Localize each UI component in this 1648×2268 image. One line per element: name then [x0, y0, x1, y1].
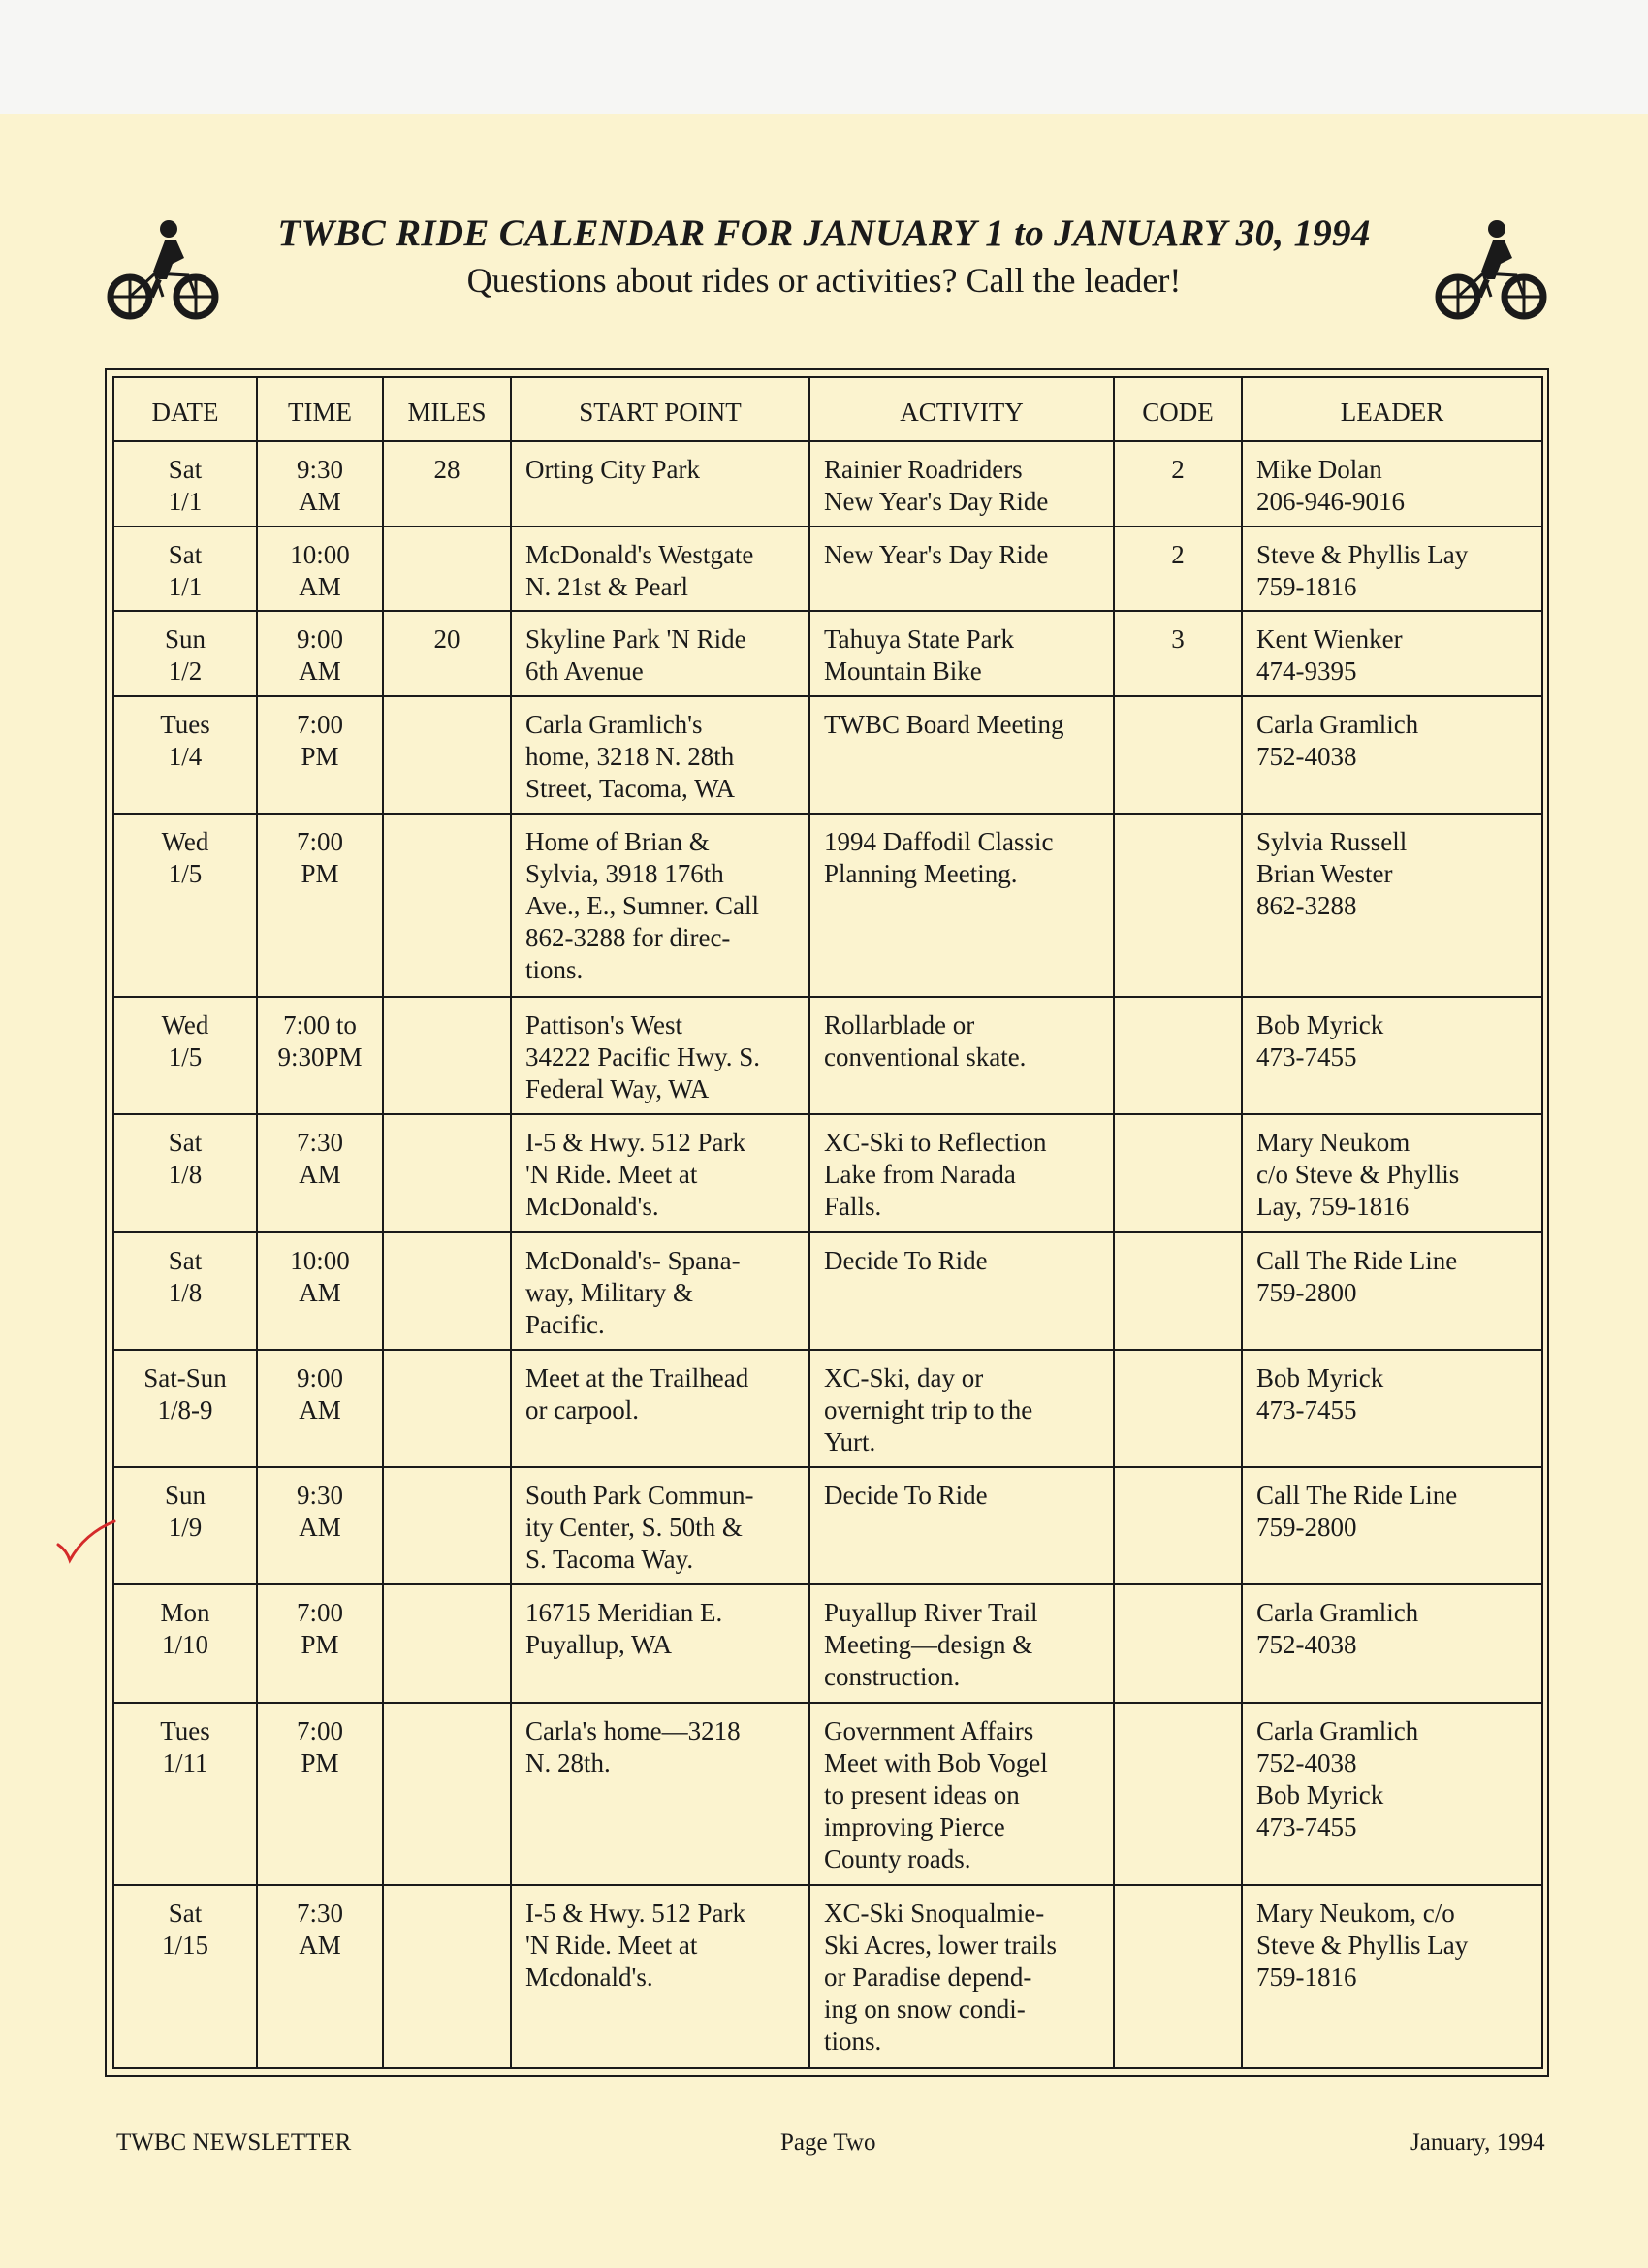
activity-cell-line: Meet with Bob Vogel — [824, 1747, 1048, 1777]
time-cell-line: 9:30PM — [277, 1041, 363, 1071]
leader-cell-line: Brian Wester — [1256, 859, 1393, 889]
code-cell — [1114, 696, 1242, 814]
start-point-cell — [511, 997, 809, 1114]
date-cell-line: 1/4 — [168, 742, 203, 772]
start-point-cell-line: way, Military & — [525, 1277, 693, 1307]
date-cell-line: Sun — [164, 624, 206, 655]
activity-cell — [809, 1350, 1114, 1467]
activity-cell-line: New Year's Day Ride — [824, 539, 1049, 569]
miles-cell — [383, 1703, 511, 1886]
code-cell — [1114, 1350, 1242, 1467]
activity-cell — [809, 611, 1114, 696]
start-point-cell — [511, 1885, 809, 2068]
code-cell — [1114, 1467, 1242, 1584]
activity-cell-line: improving Pierce — [824, 1811, 1005, 1841]
activity-cell-line: construction. — [824, 1662, 961, 1692]
start-point-cell-line: I-5 & Hwy. 512 Park — [525, 1899, 745, 1929]
leader-cell — [1242, 441, 1542, 527]
activity-cell-line: Meeting—design & — [824, 1630, 1033, 1660]
start-point-cell — [511, 1350, 809, 1467]
code-cell: 3 — [1114, 611, 1242, 696]
start-point-cell-line: Home of Brian & — [525, 827, 710, 857]
miles-cell — [383, 997, 511, 1114]
time-cell-line: 7:00 — [296, 827, 343, 857]
scan-background — [0, 0, 1648, 114]
page-subtitle: Questions about rides or activities? Call the leader! — [466, 261, 1182, 300]
leader-cell-line: 759-1816 — [1256, 1963, 1357, 1993]
start-point-cell-line: 34222 Pacific Hwy. S. — [525, 1041, 760, 1071]
leader-cell-line: Bob Myrick — [1256, 1009, 1384, 1039]
date-cell — [113, 1232, 257, 1350]
date-cell — [113, 441, 257, 527]
column-header-activity: ACTIVITY — [809, 377, 1114, 441]
time-cell-line: AM — [299, 1160, 341, 1190]
activity-cell-line: to present ideas on — [824, 1779, 1020, 1809]
leader-cell-line: Mary Neukom — [1256, 1128, 1410, 1158]
leader-cell — [1242, 611, 1542, 696]
date-cell-line: Wed — [161, 827, 209, 857]
column-header-leader: LEADER — [1242, 377, 1542, 441]
start-point-cell — [511, 696, 809, 814]
leader-cell-line: Bob Myrick — [1256, 1779, 1384, 1809]
leader-cell-line: Mary Neukom, c/o — [1256, 1899, 1455, 1929]
checkmark-icon — [54, 1517, 118, 1564]
date-cell-line: Wed — [161, 1009, 209, 1039]
start-point-cell — [511, 441, 809, 527]
date-cell-line: 1/5 — [168, 1041, 203, 1071]
start-point-cell — [511, 1114, 809, 1231]
date-cell — [113, 527, 257, 612]
date-cell-line: 1/8-9 — [157, 1394, 213, 1424]
column-header-date: DATE — [113, 377, 257, 441]
time-cell-line: AM — [299, 1394, 341, 1424]
leader-cell — [1242, 1350, 1542, 1467]
time-cell — [257, 1584, 383, 1702]
activity-cell-line: Rollarblade or — [824, 1009, 975, 1039]
start-point-cell — [511, 1467, 809, 1584]
date-cell-line: 1/2 — [168, 656, 203, 687]
leader-cell-line: 759-2800 — [1256, 1513, 1357, 1543]
time-cell — [257, 1703, 383, 1886]
activity-cell-line: Lake from Narada — [824, 1160, 1016, 1190]
table-row — [113, 1703, 1542, 1886]
start-point-cell-line: 'N Ride. Meet at — [525, 1931, 698, 1961]
leader-cell-line: 759-2800 — [1256, 1277, 1357, 1307]
activity-cell-line: ing on snow condi- — [824, 1995, 1026, 2025]
date-cell — [113, 1350, 257, 1467]
time-cell-line: 9:00 — [296, 624, 343, 655]
start-point-cell-line: tions. — [525, 955, 584, 985]
bicycle-rider-icon — [105, 219, 221, 326]
start-point-cell — [511, 1584, 809, 1702]
activity-cell-line: County roads. — [824, 1843, 971, 1873]
time-cell — [257, 1467, 383, 1584]
date-cell-line: Sun — [164, 1481, 206, 1511]
activity-cell — [809, 997, 1114, 1114]
date-cell-line: Sat-Sun — [143, 1362, 227, 1392]
date-cell-line: Sat — [168, 1128, 203, 1158]
activity-cell-line: XC-Ski Snoqualmie- — [824, 1899, 1045, 1929]
date-cell — [113, 1703, 257, 1886]
leader-cell-line: Call The Ride Line — [1256, 1481, 1458, 1511]
date-cell-line: Sat — [168, 539, 203, 569]
code-cell: 2 — [1114, 441, 1242, 527]
leader-cell-line: Sylvia Russell — [1256, 827, 1408, 857]
leader-cell-line: 752-4038 — [1256, 1747, 1357, 1777]
leader-cell-line: 473-7455 — [1256, 1041, 1357, 1071]
miles-cell — [383, 696, 511, 814]
date-cell — [113, 814, 257, 997]
start-point-cell-line: Street, Tacoma, WA — [525, 774, 736, 804]
code-cell — [1114, 1114, 1242, 1231]
leader-cell-line: c/o Steve & Phyllis — [1256, 1160, 1460, 1190]
time-cell-line: 7:30 — [296, 1899, 343, 1929]
date-cell-line: 1/8 — [168, 1277, 203, 1307]
start-point-cell — [511, 1703, 809, 1886]
date-cell-line: 1/11 — [162, 1747, 208, 1777]
activity-cell-line: Planning Meeting. — [824, 859, 1018, 889]
code-cell — [1114, 1703, 1242, 1886]
start-point-cell — [511, 527, 809, 612]
activity-cell-line: TWBC Board Meeting — [824, 710, 1064, 740]
activity-cell-line: Government Affairs — [824, 1715, 1034, 1745]
table-row — [113, 1114, 1542, 1231]
start-point-cell-line: Pacific. — [525, 1309, 605, 1339]
miles-cell: 28 — [383, 441, 511, 527]
time-cell — [257, 1885, 383, 2068]
date-cell-line: 1/10 — [161, 1630, 208, 1660]
activity-cell — [809, 1885, 1114, 2068]
leader-cell-line: Bob Myrick — [1256, 1362, 1384, 1392]
miles-cell — [383, 1467, 511, 1584]
time-cell-line: 9:30 — [296, 1481, 343, 1511]
start-point-cell-line: or carpool. — [525, 1394, 639, 1424]
activity-cell-line: Yurt. — [824, 1426, 876, 1456]
column-header-miles: MILES — [383, 377, 511, 441]
leader-cell-line: 752-4038 — [1256, 1630, 1357, 1660]
activity-cell-line: conventional skate. — [824, 1041, 1027, 1071]
start-point-cell-line: Federal Way, WA — [525, 1073, 710, 1103]
time-cell-line: PM — [301, 1630, 339, 1660]
table-row — [113, 441, 1542, 527]
time-cell — [257, 1350, 383, 1467]
date-cell — [113, 1885, 257, 2068]
miles-cell — [383, 1350, 511, 1467]
activity-cell-line: XC-Ski, day or — [824, 1362, 984, 1392]
activity-cell — [809, 1114, 1114, 1231]
code-cell: 2 — [1114, 527, 1242, 612]
date-cell — [113, 997, 257, 1114]
activity-cell — [809, 1467, 1114, 1584]
leader-cell — [1242, 1467, 1542, 1584]
date-cell — [113, 696, 257, 814]
time-cell-line: 7:00 — [296, 710, 343, 740]
start-point-cell-line: ity Center, S. 50th & — [525, 1513, 743, 1543]
leader-cell-line: Carla Gramlich — [1256, 1598, 1419, 1628]
activity-cell — [809, 527, 1114, 612]
table-row — [113, 696, 1542, 814]
leader-cell-line: Carla Gramlich — [1256, 1715, 1419, 1745]
table-row — [113, 611, 1542, 696]
leader-cell-line: 473-7455 — [1256, 1811, 1357, 1841]
footer-newsletter-name: TWBC NEWSLETTER — [116, 2129, 352, 2156]
leader-cell-line: 862-3288 — [1256, 891, 1357, 921]
date-cell-line: 1/5 — [168, 859, 203, 889]
activity-cell — [809, 1703, 1114, 1886]
start-point-cell-line: Puyallup, WA — [525, 1630, 673, 1660]
date-cell-line: 1/9 — [168, 1513, 203, 1543]
leader-cell — [1242, 696, 1542, 814]
start-point-cell-line: Meet at the Trailhead — [525, 1362, 749, 1392]
activity-cell-line: Puyallup River Trail — [824, 1598, 1038, 1628]
activity-cell-line: Tahuya State Park — [824, 624, 1015, 655]
date-cell-line: Mon — [160, 1598, 210, 1628]
start-point-cell-line: 862-3288 for direc- — [525, 923, 731, 953]
leader-cell-line: Call The Ride Line — [1256, 1245, 1458, 1275]
activity-cell — [809, 441, 1114, 527]
time-cell — [257, 1114, 383, 1231]
date-cell — [113, 1584, 257, 1702]
time-cell-line: 7:00 to — [283, 1009, 357, 1039]
date-cell-line: 1/8 — [168, 1160, 203, 1190]
column-header-code: CODE — [1114, 377, 1242, 441]
start-point-cell — [511, 814, 809, 997]
leader-cell — [1242, 1114, 1542, 1231]
start-point-cell-line: Mcdonald's. — [525, 1963, 653, 1993]
start-point-cell-line: Carla Gramlich's — [525, 710, 703, 740]
ride-calendar-table — [112, 376, 1543, 2069]
leader-cell — [1242, 997, 1542, 1114]
start-point-cell-line: Pattison's West — [525, 1009, 682, 1039]
activity-cell-line: or Paradise depend- — [824, 1963, 1032, 1993]
page-title: TWBC RIDE CALENDAR FOR JANUARY 1 to JANUARY 30, 1994 — [277, 212, 1371, 254]
time-cell-line: 7:00 — [296, 1715, 343, 1745]
code-cell — [1114, 997, 1242, 1114]
activity-cell-line: Mountain Bike — [824, 656, 982, 687]
date-cell-line: Tues — [160, 710, 210, 740]
table-row — [113, 1467, 1542, 1584]
miles-cell — [383, 814, 511, 997]
date-cell-line: Sat — [168, 455, 203, 484]
start-point-cell-line: McDonald's- Spana- — [525, 1245, 741, 1275]
activity-cell-line: Decide To Ride — [824, 1481, 988, 1511]
start-point-cell-line: N. 28th. — [525, 1747, 611, 1777]
time-cell-line: 7:00 — [296, 1598, 343, 1628]
date-cell-line: 1/15 — [161, 1931, 208, 1961]
activity-cell-line: Ski Acres, lower trails — [824, 1931, 1057, 1961]
time-cell-line: AM — [299, 1513, 341, 1543]
time-cell-line: AM — [299, 1931, 341, 1961]
code-cell — [1114, 1584, 1242, 1702]
miles-cell: 20 — [383, 611, 511, 696]
date-cell-line: Sat — [168, 1899, 203, 1929]
column-header-time: TIME — [257, 377, 383, 441]
leader-cell-line: Steve & Phyllis Lay — [1256, 539, 1469, 569]
date-cell — [113, 1467, 257, 1584]
start-point-cell-line: Ave., E., Sumner. Call — [525, 891, 759, 921]
activity-cell-line: Falls. — [824, 1192, 882, 1222]
leader-cell-line: 206-946-9016 — [1256, 487, 1405, 516]
table-row — [113, 997, 1542, 1114]
bicycle-rider-icon — [1433, 219, 1549, 326]
time-cell-line: 7:30 — [296, 1128, 343, 1158]
time-cell-line: PM — [301, 742, 339, 772]
ride-calendar-frame — [105, 368, 1549, 2077]
time-cell — [257, 527, 383, 612]
column-header-start-point: START POINT — [511, 377, 809, 441]
table-header-row — [113, 377, 1542, 441]
activity-cell-line: New Year's Day Ride — [824, 487, 1049, 516]
start-point-cell-line: home, 3218 N. 28th — [525, 742, 735, 772]
activity-cell-line: Rainier Roadriders — [824, 455, 1023, 484]
leader-cell-line: 473-7455 — [1256, 1394, 1357, 1424]
date-cell — [113, 1114, 257, 1231]
code-cell — [1114, 1232, 1242, 1350]
code-cell — [1114, 1885, 1242, 2068]
time-cell-line: PM — [301, 1747, 339, 1777]
start-point-cell — [511, 1232, 809, 1350]
time-cell — [257, 696, 383, 814]
start-point-cell-line: McDonald's Westgate — [525, 539, 754, 569]
leader-cell-line: Mike Dolan — [1256, 455, 1382, 484]
start-point-cell-line: 'N Ride. Meet at — [525, 1160, 698, 1190]
miles-cell — [383, 527, 511, 612]
leader-cell-line: 759-1816 — [1256, 571, 1357, 601]
activity-cell-line: tions. — [824, 2027, 882, 2057]
time-cell — [257, 1232, 383, 1350]
leader-cell-line: 752-4038 — [1256, 742, 1357, 772]
start-point-cell-line: Skyline Park 'N Ride — [525, 624, 746, 655]
date-cell-line: 1/1 — [168, 571, 203, 601]
time-cell-line: 10:00 — [290, 1245, 350, 1275]
leader-cell-line: 474-9395 — [1256, 656, 1357, 687]
footer-page-number: Page Two — [780, 2129, 876, 2156]
activity-cell-line: Decide To Ride — [824, 1245, 988, 1275]
time-cell-line: 10:00 — [290, 539, 350, 569]
activity-cell-line: XC-Ski to Reflection — [824, 1128, 1047, 1158]
start-point-cell-line: South Park Commun- — [525, 1481, 754, 1511]
time-cell — [257, 814, 383, 997]
time-cell-line: AM — [299, 487, 341, 516]
time-cell — [257, 611, 383, 696]
leader-cell — [1242, 814, 1542, 997]
start-point-cell — [511, 611, 809, 696]
start-point-cell-line: Carla's home—3218 — [525, 1715, 741, 1745]
leader-cell-line: Carla Gramlich — [1256, 710, 1419, 740]
miles-cell — [383, 1232, 511, 1350]
time-cell-line: 9:00 — [296, 1362, 343, 1392]
leader-cell-line: Steve & Phyllis Lay — [1256, 1931, 1469, 1961]
date-cell-line: Sat — [168, 1245, 203, 1275]
miles-cell — [383, 1114, 511, 1231]
table-row — [113, 527, 1542, 612]
table-row — [113, 814, 1542, 997]
time-cell-line: AM — [299, 571, 341, 601]
leader-cell-line: Lay, 759-1816 — [1256, 1192, 1410, 1222]
time-cell — [257, 441, 383, 527]
leader-cell — [1242, 1584, 1542, 1702]
start-point-cell-line: Sylvia, 3918 176th — [525, 859, 724, 889]
leader-cell — [1242, 1703, 1542, 1886]
activity-cell-line: overnight trip to the — [824, 1394, 1033, 1424]
start-point-cell-line: 16715 Meridian E. — [525, 1598, 723, 1628]
leader-cell — [1242, 1885, 1542, 2068]
table-row — [113, 1232, 1542, 1350]
time-cell-line: AM — [299, 1277, 341, 1307]
start-point-cell-line: I-5 & Hwy. 512 Park — [525, 1128, 745, 1158]
date-cell-line: Tues — [160, 1715, 210, 1745]
table-row — [113, 1584, 1542, 1702]
start-point-cell-line: Orting City Park — [525, 455, 700, 484]
leader-cell — [1242, 527, 1542, 612]
time-cell-line: PM — [301, 859, 339, 889]
table-row — [113, 1885, 1542, 2068]
time-cell — [257, 997, 383, 1114]
start-point-cell-line: McDonald's. — [525, 1192, 659, 1222]
start-point-cell-line: 6th Avenue — [525, 656, 644, 687]
leader-cell — [1242, 1232, 1542, 1350]
miles-cell — [383, 1584, 511, 1702]
miles-cell — [383, 1885, 511, 2068]
table-row — [113, 1350, 1542, 1467]
leader-cell-line: Kent Wienker — [1256, 624, 1403, 655]
start-point-cell-line: N. 21st & Pearl — [525, 571, 688, 601]
footer-date: January, 1994 — [1410, 2129, 1545, 2156]
time-cell-line: 9:30 — [296, 455, 343, 484]
date-cell — [113, 611, 257, 696]
activity-cell — [809, 814, 1114, 997]
time-cell-line: AM — [299, 656, 341, 687]
activity-cell — [809, 1584, 1114, 1702]
start-point-cell-line: S. Tacoma Way. — [525, 1545, 694, 1575]
code-cell — [1114, 814, 1242, 997]
activity-cell — [809, 696, 1114, 814]
activity-cell-line: 1994 Daffodil Classic — [824, 827, 1054, 857]
activity-cell — [809, 1232, 1114, 1350]
date-cell-line: 1/1 — [168, 487, 203, 516]
